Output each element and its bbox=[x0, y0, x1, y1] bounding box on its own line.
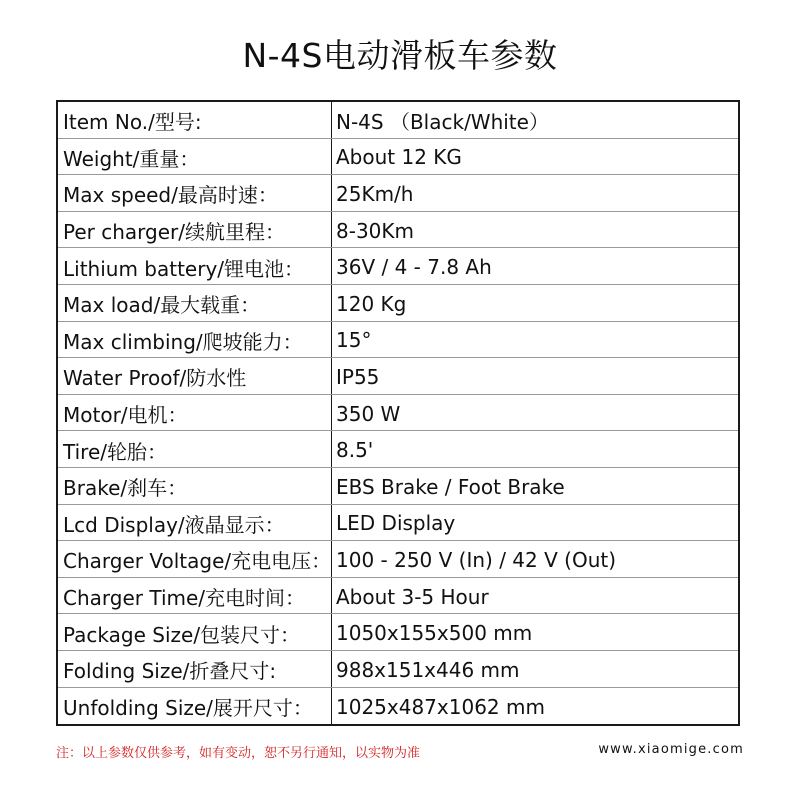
table-row bbox=[58, 322, 738, 359]
website-url: www.xiaomige.com bbox=[598, 742, 744, 757]
disclaimer-note: 注：以上参数仅供参考，如有变动，恕不另行通知，以实物为准 bbox=[56, 746, 421, 761]
spec-label: Per charger/续航里程： bbox=[58, 212, 332, 248]
spec-value: 36V / 4 - 7.8 Ah bbox=[336, 255, 492, 280]
spec-label: Motor/电机： bbox=[58, 395, 332, 431]
spec-label: Max load/最大载重： bbox=[58, 285, 332, 321]
spec-label: Tire/轮胎： bbox=[58, 431, 332, 467]
spec-value: 100 - 250 V (In) / 42 V (Out) bbox=[336, 547, 617, 572]
spec-value: N-4S （Black/White） bbox=[336, 110, 549, 135]
table-row bbox=[58, 431, 738, 468]
spec-value: 1025x487x1062 mm bbox=[336, 694, 545, 719]
table-row bbox=[58, 139, 738, 176]
table-row bbox=[58, 285, 738, 322]
spec-table bbox=[56, 100, 740, 726]
spec-label: Package Size/包装尺寸： bbox=[58, 614, 332, 650]
spec-label: Folding Size/折叠尺寸: bbox=[58, 651, 332, 687]
spec-label: Lithium battery/锂电池： bbox=[58, 248, 332, 284]
spec-label: Charger Time/充电时间： bbox=[58, 578, 332, 614]
spec-value: About 3-5 Hour bbox=[336, 584, 489, 609]
spec-value: LED Display bbox=[336, 511, 456, 536]
spec-label: Brake/刹车： bbox=[58, 468, 332, 504]
spec-label: Lcd Display/液晶显示： bbox=[58, 505, 332, 541]
spec-label: Max speed/最高时速： bbox=[58, 175, 332, 211]
spec-value: 1050x155x500 mm bbox=[336, 621, 533, 646]
spec-value: 988x151x446 mm bbox=[336, 657, 520, 682]
spec-value: 8-30Km bbox=[336, 218, 414, 243]
spec-value: 25Km/h bbox=[336, 181, 414, 206]
table-row bbox=[58, 505, 738, 542]
spec-value: EBS Brake / Foot Brake bbox=[336, 474, 565, 499]
spec-label: Weight/重量： bbox=[58, 139, 332, 175]
spec-value: About 12 KG bbox=[336, 145, 462, 170]
spec-value: 120 Kg bbox=[336, 291, 407, 316]
spec-label: Water Proof/防水性 bbox=[58, 358, 332, 394]
table-row bbox=[58, 688, 738, 725]
spec-label: Max climbing/爬坡能力： bbox=[58, 322, 332, 358]
table-row bbox=[58, 578, 738, 615]
table-row bbox=[58, 175, 738, 212]
table-row bbox=[58, 358, 738, 395]
table-row bbox=[58, 651, 738, 688]
table-row bbox=[58, 395, 738, 432]
table-row bbox=[58, 248, 738, 285]
spec-value: 8.5' bbox=[336, 438, 374, 463]
spec-label: Item No./型号: bbox=[58, 102, 332, 138]
spec-label: Charger Voltage/充电电压： bbox=[58, 541, 332, 577]
spec-value: IP55 bbox=[336, 364, 380, 389]
spec-value: 15° bbox=[336, 328, 372, 353]
spec-label: Unfolding Size/展开尺寸： bbox=[58, 688, 332, 725]
table-row bbox=[58, 212, 738, 249]
table-row bbox=[58, 614, 738, 651]
page-title: N-4S电动滑板车参数 bbox=[242, 36, 558, 75]
spec-value: 350 W bbox=[336, 401, 401, 426]
table-row bbox=[58, 541, 738, 578]
table-row bbox=[58, 102, 738, 139]
table-row bbox=[58, 468, 738, 505]
